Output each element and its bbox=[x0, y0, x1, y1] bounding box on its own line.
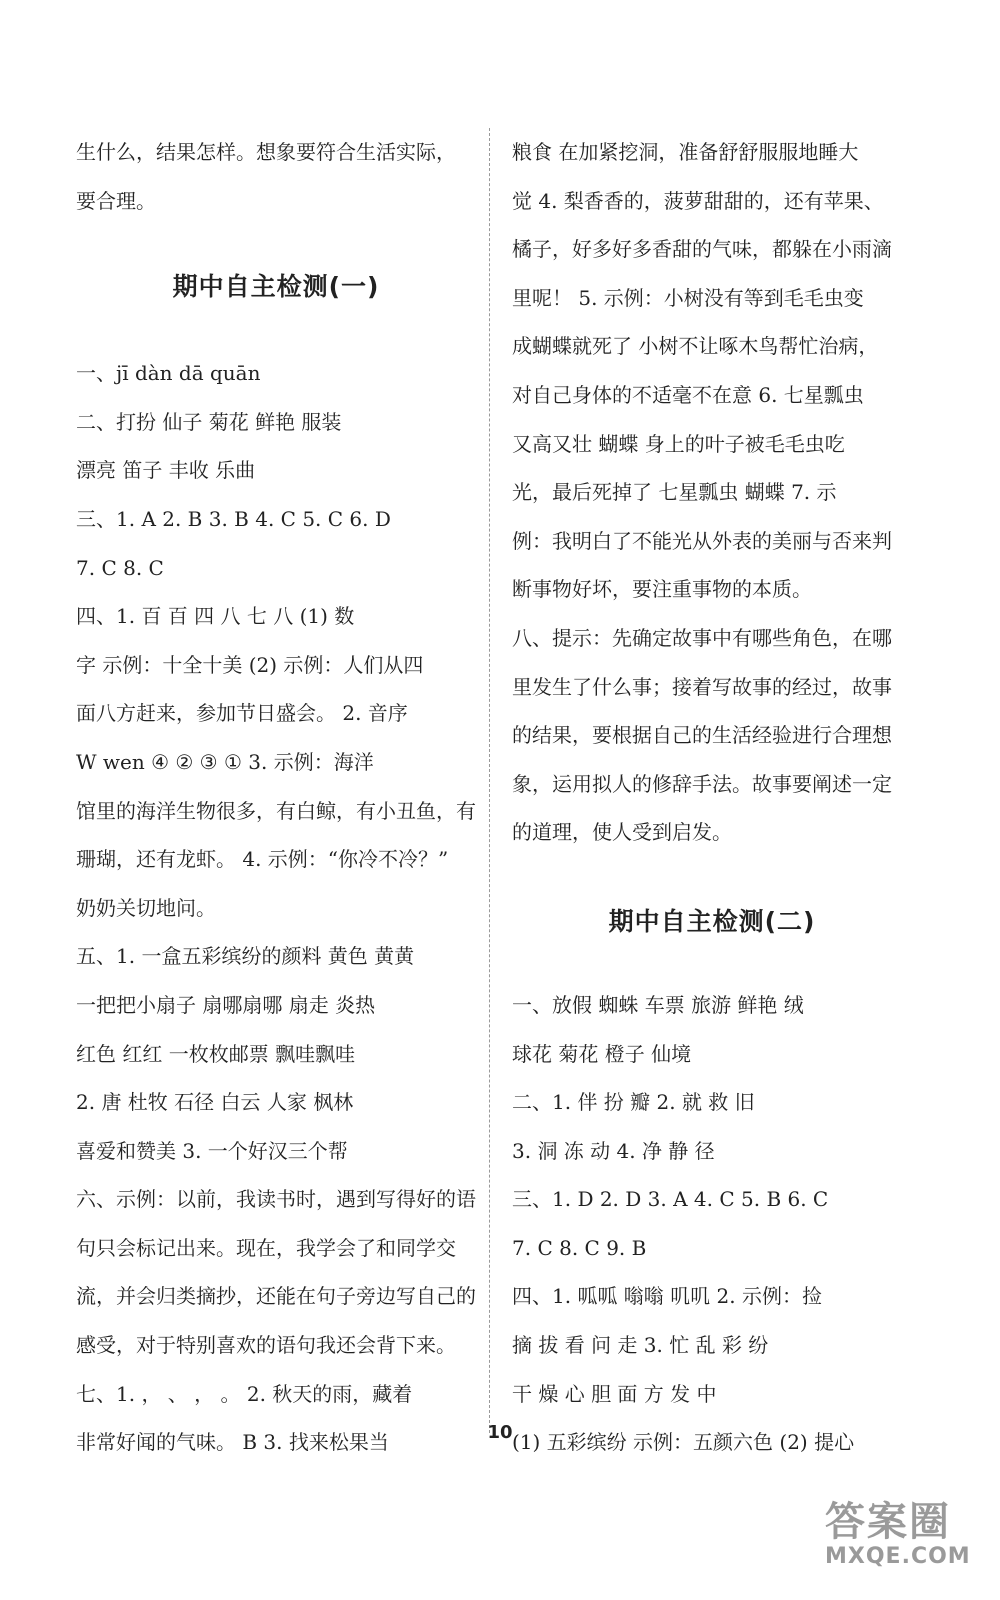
text-line: 二、1. 伴 扮 瓣 2. 就 救 旧 bbox=[512, 1090, 755, 1115]
text-line: 奶奶关切地问。 bbox=[76, 895, 216, 920]
text-line: 三、1. D 2. D 3. A 4. C 5. B 6. C bbox=[512, 1187, 829, 1212]
text-line: (1) 五彩缤纷 示例：五颜六色 (2) 提心 bbox=[512, 1430, 855, 1455]
text-line: 感受，对于特别喜欢的语句我还会背下来。 bbox=[76, 1333, 456, 1358]
watermark-url: MXQE.COM bbox=[825, 1544, 971, 1569]
watermark-logo bbox=[825, 1500, 995, 1590]
left-column bbox=[76, 128, 476, 1467]
text-line: 五、1. 一盒五彩缤纷的颜料 黄色 黄黄 bbox=[76, 944, 415, 969]
text-line: 里发生了什么事；接着写故事的经过，故事 bbox=[512, 674, 892, 699]
text-line: 球花 菊花 橙子 仙境 bbox=[512, 1041, 692, 1066]
text-line: 2. 唐 杜牧 石径 白云 人家 枫林 bbox=[76, 1090, 354, 1115]
text-line: 觉 4. 梨香香的，菠萝甜甜的，还有苹果、 bbox=[512, 188, 884, 213]
text-line: 红色 红红 一枚枚邮票 飘哇飘哇 bbox=[76, 1041, 356, 1066]
text-line: 3. 洞 冻 动 4. 净 静 径 bbox=[512, 1138, 715, 1163]
text-line: 漂亮 笛子 丰收 乐曲 bbox=[76, 458, 256, 483]
text-line: 三、1. A 2. B 3. B 4. C 5. C 6. D bbox=[76, 506, 391, 531]
text-line: 对自己身体的不适毫不在意 6. 七星瓢虫 bbox=[512, 382, 864, 407]
text-line: 喜爱和赞美 3. 一个好汉三个帮 bbox=[76, 1138, 348, 1163]
text-line: 橘子，好多好多香甜的气味，都躲在小雨滴 bbox=[512, 237, 892, 262]
text-line: 二、打扮 仙子 菊花 鲜艳 服装 bbox=[76, 409, 342, 434]
right-column bbox=[512, 128, 912, 1467]
text-line: 珊瑚，还有龙虾。 4. 示例：“你冷不冷？” bbox=[76, 847, 449, 872]
text-line: 7. C 8. C bbox=[76, 555, 164, 580]
text-line: 7. C 8. C 9. B bbox=[512, 1235, 647, 1260]
watermark-text: 答案圈 bbox=[825, 1499, 951, 1545]
column-divider bbox=[489, 128, 490, 1433]
text-line: 句只会标记出来。现在，我学会了和同学交 bbox=[76, 1235, 456, 1260]
text-line: 的道理，使人受到启发。 bbox=[512, 820, 732, 845]
text-line: 字 示例：十全十美 (2) 示例：人们从四 bbox=[76, 652, 424, 677]
text-line: 断事物好坏，要注重事物的本质。 bbox=[512, 577, 812, 602]
text-line: 粮食 在加紧挖洞，准备舒舒服服地睡大 bbox=[512, 140, 859, 164]
text-line: 七、1. ， 、 ， 。 2. 秋天的雨，藏着 bbox=[76, 1381, 413, 1406]
text-line: 流，并会归类摘抄，还能在句子旁边写自己的 bbox=[76, 1284, 476, 1309]
section-title: 期中自主检测(一) bbox=[172, 272, 380, 302]
text-line: 象，运用拟人的修辞手法。故事要阐述一定 bbox=[512, 771, 892, 796]
text-line: 六、示例：以前，我读书时，遇到写得好的语 bbox=[76, 1187, 476, 1212]
text-line: 摘 拔 看 问 走 3. 忙 乱 彩 纷 bbox=[512, 1333, 769, 1358]
text-line: 成蝴蝶就死了 小树不让啄木鸟帮忙治病， bbox=[512, 334, 879, 359]
text-line: W wen ④ ② ③ ① 3. 示例：海洋 bbox=[76, 749, 374, 774]
text-line: 四、1. 百 百 四 八 七 八 (1) 数 bbox=[76, 604, 355, 629]
text-line: 非常好闻的气味。 B 3. 找来松果当 bbox=[76, 1430, 389, 1455]
text-line: 要合理。 bbox=[76, 188, 156, 213]
text-line: 又高又壮 蝴蝶 身上的叶子被毛毛虫吃 bbox=[512, 431, 845, 456]
text-line: 四、1. 呱呱 嗡嗡 叽叽 2. 示例：捡 bbox=[512, 1284, 822, 1309]
text-line: 光，最后死掉了 七星瓢虫 蝴蝶 7. 示 bbox=[512, 480, 837, 505]
text-line: 生什么，结果怎样。想象要符合生活实际， bbox=[76, 140, 456, 164]
text-line: 例：我明白了不能光从外表的美丽与否来判 bbox=[512, 528, 892, 553]
text-line: 面八方赶来，参加节日盛会。 2. 音序 bbox=[76, 701, 408, 726]
text-line: 一、放假 蜘蛛 车票 旅游 鲜艳 绒 bbox=[512, 992, 804, 1017]
text-line: 的结果，要根据自己的生活经验进行合理想 bbox=[512, 723, 892, 748]
text-line: 馆里的海洋生物很多，有白鲸，有小丑鱼，有 bbox=[76, 798, 476, 823]
section-title: 期中自主检测(二) bbox=[608, 906, 816, 936]
text-line: 干 燥 心 胆 面 方 发 中 bbox=[512, 1381, 717, 1406]
text-line: 一把把小扇子 扇哪扇哪 扇走 炎热 bbox=[76, 992, 376, 1017]
text-line: 八、提示：先确定故事中有哪些角色，在哪 bbox=[512, 625, 892, 650]
page-number: 10 bbox=[487, 1422, 513, 1443]
text-line: 里呢！ 5. 示例：小树没有等到毛毛虫变 bbox=[512, 285, 864, 310]
text-line: 一、jī dàn dā quān bbox=[76, 361, 261, 386]
